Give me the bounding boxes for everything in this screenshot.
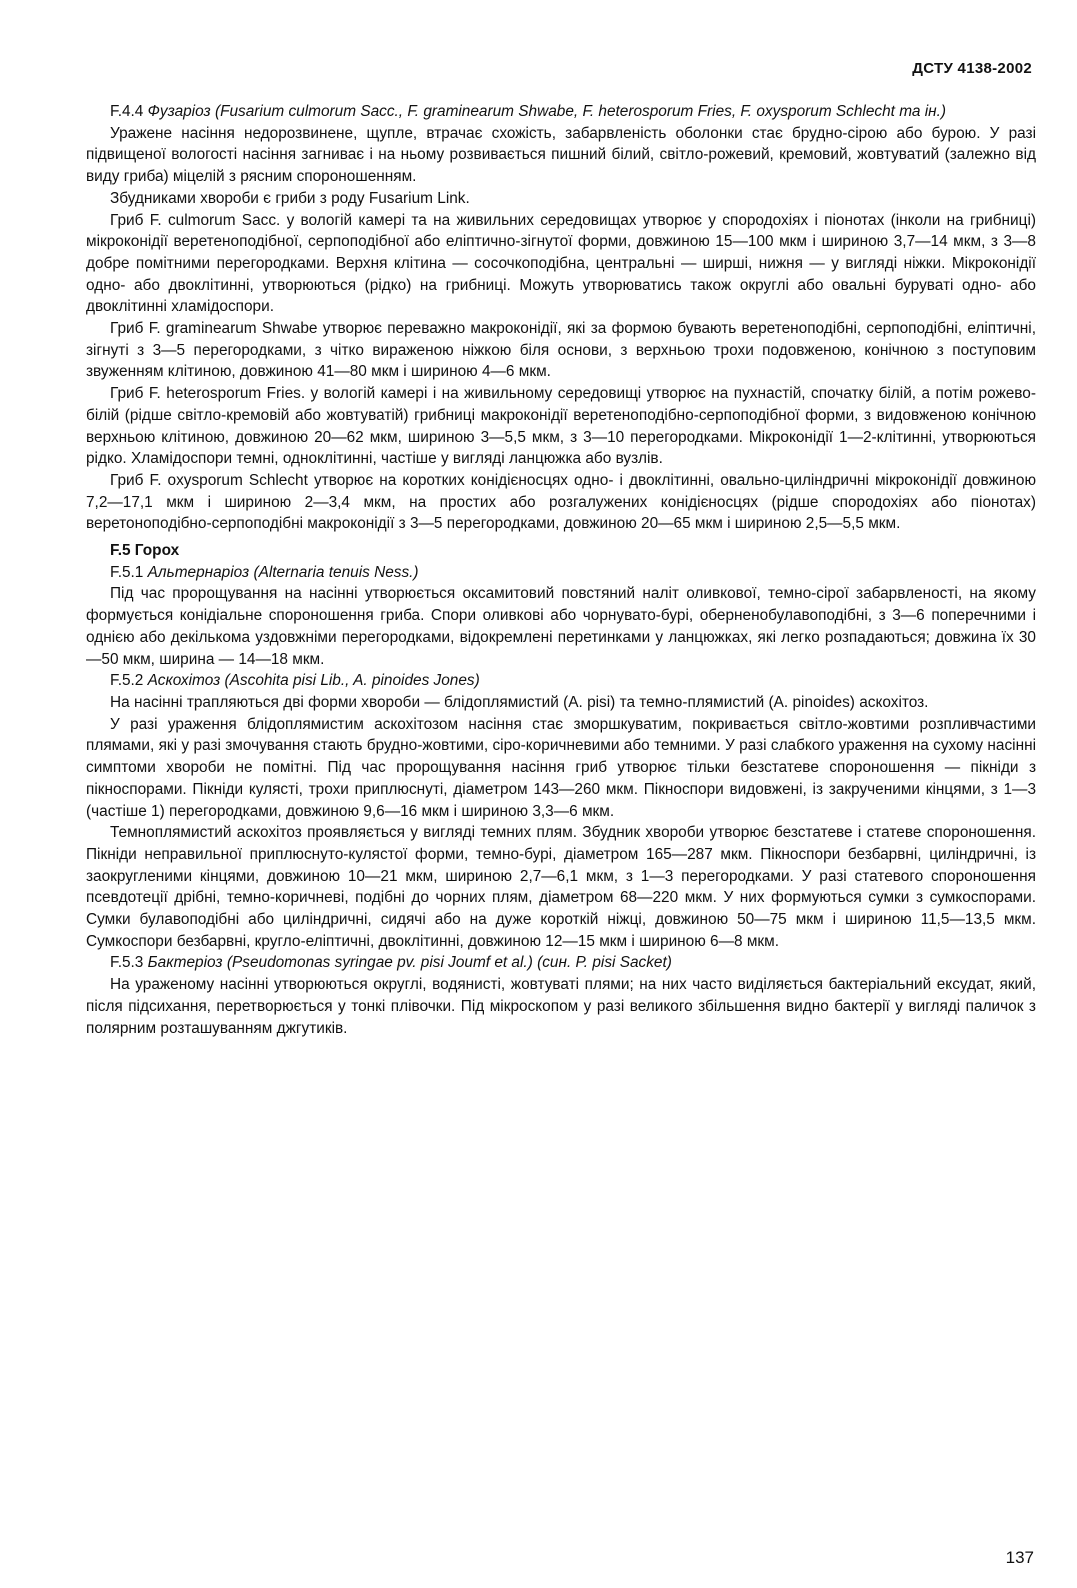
section-latin: (Fusarium culmorum Sacc., F. graminearum Shwabe, F. heterosporum Fries, F. oxysporum Schlecht та ін.) [214,103,946,120]
paragraph: Уражене насіння недорозвинене, щупле, втрачає схожість, забарвленість оболонки стає брудно-сірою або бурою. У разі підвищеної вологості насіння загниває і на ньому розвивається пишний білий, світло-рожевий, кремовий, жовтуватий (залежно від виду гриба) міцелій з рясним спороношенням. [86,124,1036,186]
section-title: Альтернаріоз [147,563,250,581]
section-number: F.5.3 [110,954,144,972]
document-body [86,101,1036,1039]
paragraph: На насінні трапляються дві форми хвороби — блідоплямистий (A. pisi) та темно-плямистий (A. pinoides) аскохітоз. [110,693,929,711]
section-number: F.4.4 [110,103,144,120]
section-title: Аскохітоз [147,672,221,690]
paragraph: На ураженому насінні утворюються округлі, водянисті, жовтуваті плями; на них часто виділяється бактеріальний ексудат, який, після підсихання, перетворюється у тонкі плівочки. Під мікроскопом у разі великого збільшення видно бактерії у вигляді паличок з полярним розташуванням джгутиків. [86,976,1036,1037]
section-synonym: (син. P. pisi Sacket) [537,954,672,972]
section-number: F.5.2 [110,672,144,690]
section-latin: (Alternaria tenuis Ness.) [253,563,419,581]
paragraph: Збудниками хвороби є гриби з роду Fusarium Link. [110,189,470,207]
paragraph: Темноплямистий аскохітоз проявляється у вигляді темних плям. Збудник хвороби утворює безстатеве і статеве спороношення. Пікніди неправильної приплюснуто-кулястої форми, темно-бурі, діаметром 165—287 мкм. Пікноспори безбарвні, циліндричні, із заокругленими кінцями, довжиною 10—21 мкм, шириною 2,7—6,1 мкм, з 1—3 перегородками. У разі статевого спороношення псевдотеції дрібні, темно-коричневі, подібні до чорних плям, діаметром 68—220 мкм. У них формуються сумки з сумкоспорами. Сумки булавоподібні або циліндричні, сидячі або на дуже короткій ніжці, довжиною 50—75 мкм і шириною 11,5—13,5 мкм. Сумкоспори безбарвні, кругло-еліптичні, двоклітинні, довжиною 12—15 мкм і шириною 6—8 мкм. [86,824,1036,950]
paragraph: Гриб F. culmorum Sacc. у вологій камері та на живильних середовищах утворює у спородохіях і піонотах (інколи на грибниці) мікроконідії веретеноподібної, серпоподібної або еліптично-зігнутої форми, довжиною 15—100 мкм і шириною 3,7—14 мкм, з 3—8 добре помітними перегородками. Верхня клітина — сосочкоподібна, центральні — ширші, нижня — у вигляді ніжки. Мікроконідії одно- або двоклітинні, утворюються (рідко) на грибниці. Можуть утворюватись також округлі або овальні буруваті одно- або двоклітинні хламідоспори. [86,211,1036,316]
paragraph: Гриб F. graminearum Shwabe утворює переважно макроконідії, які за формою бувають веретеноподібні, серпоподібні, еліптичні, зігнуті з 3—5 перегородками, з чітко вираженою ніжкою біля основи, з верхньою трохи подовженою, конічною з поступовим звуженням клітиною, довжиною 41—80 мкм і шириною 4—6 мкм. [86,320,1036,381]
section-heading-f44 [86,101,1036,123]
section-heading-f53 [86,952,1036,974]
paragraph: Гриб F. oxysporum Schlecht утворює на коротких конідієносцях одно- і двоклітинні, овально-циліндричні мікроконідії довжиною 7,2—17,1 мкм і шириною 2—3,4 мкм, на простих або розгалужених конідієносцях (рідше спородохіях або піонотах) веретоноподібно-серпоподібні макроконідії з 3—5 перегородками, довжиною 20—65 мкм і шириною 2,5—5,5 мкм. [86,471,1036,533]
page-number: 137 [1005,1548,1034,1567]
standard-code: ДСТУ 4138-2002 [912,60,1032,77]
section-latin: (Ascohita pisi Lib., A. pinoides Jones) [224,672,480,690]
section-number: F.5.1 [110,563,144,581]
section-heading-f5: F.5 Горох [110,542,180,560]
section-title: Бактеріоз [147,954,223,972]
section-heading-f52 [86,670,1036,692]
paragraph: Під час пророщування на насінні утворюється оксамитовий повстяний наліт оливкової, темно-сірої забарвленості, на якому формується конідіальне спороношення гриба. Спори оливкові або чорнувато-бурі, оберненобулавоподібні, з 3—6 поперечними і однією або декількома уздовжніми перегородками, відокремлені перетинками у ланцюжках, які легко розпадаються; довжина їх 30—50 мкм, ширина — 14—18 мкм. [86,585,1036,668]
paragraph: Гриб F. heterosporum Fries. у вологій камері і на живильному середовищі утворює на пухнастій, спочатку білій, а потім рожево-білій (рідше світло-кремовій або жовтуватій) грибниці макроконідії веретеноподібно-серпоподібної форми, з видовженою конічною верхньою клітиною, довжиною 20—62 мкм, шириною 3—5,5 мкм, з 3—10 перегородками. Мікроконідії 1—2-клітинні, утворюються рідко. Хламідоспори темні, одноклітинні, частіше у вигляді ланцюжка або вузлів. [86,385,1036,468]
paragraph: У разі ураження блідоплямистим аскохітозом насіння стає зморшкуватим, покривається світло-жовтими розпливчастими плямами, які у разі змочування стають брудно-жовтими, сіро-коричневими або темними. У разі слабкого ураження на сухому насінні симптоми хвороби не помітні. Під час пророщування насіння гриб утворює тільки безстатеве спороношення — пікніди з пікноспорами. Пікніди кулясті, трохи приплюснуті, діаметром 143—260 мкм. Пікноспори видовжені, із закрученими кінцями, з 1—3 (частіше 1) перегородками, довжиною 9,6—16 мкм і шириною 3,3—6 мкм. [86,715,1036,820]
section-latin: (Pseudomonas syringae pv. pisi Joumf et al.) [226,954,533,972]
section-heading-f51 [86,562,1036,584]
section-title: Фузаріоз [147,103,211,120]
